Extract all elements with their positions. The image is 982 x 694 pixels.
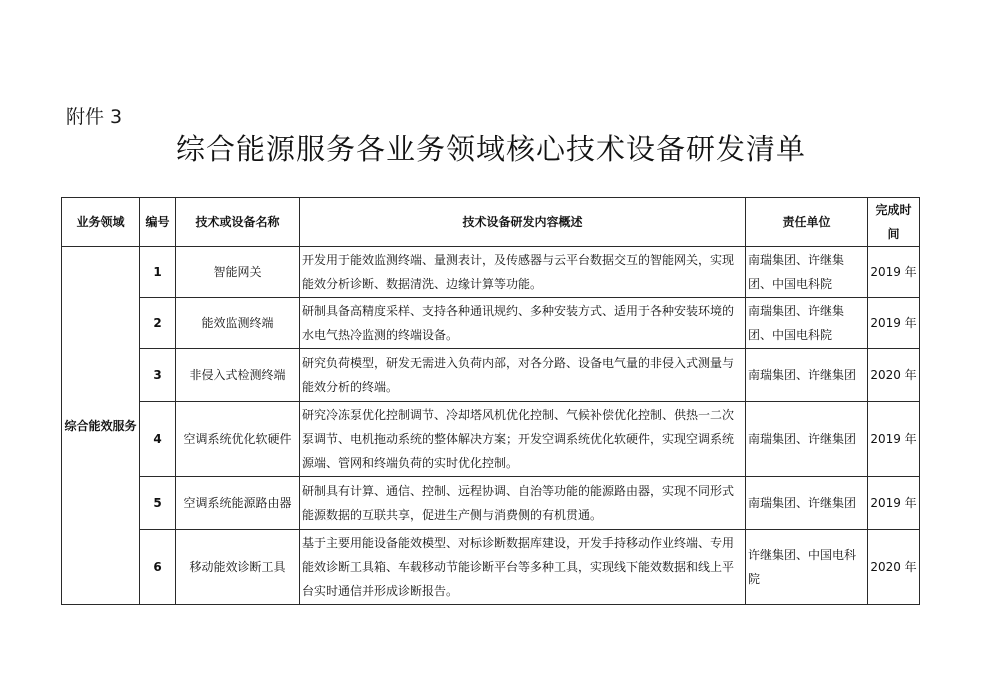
table-row bbox=[62, 402, 920, 477]
attachment-label: 附件 3 bbox=[66, 106, 123, 128]
row-number: 6 bbox=[140, 530, 176, 605]
row-time: 2019 年 bbox=[868, 402, 920, 477]
header-name: 技术或设备名称 bbox=[176, 198, 300, 247]
row-summary: 研究冷冻泵优化控制调节、冷却塔风机优化控制、气候补偿优化控制、供热一二次泵调节、电机拖动系统的整体解决方案；开发空调系统优化软硬件，实现空调系统源端、管网和终端负荷的实时优化控制。 bbox=[300, 402, 746, 477]
row-name: 智能网关 bbox=[176, 247, 300, 298]
rd-list-table bbox=[61, 197, 920, 605]
header-time: 完成时间 bbox=[868, 198, 920, 247]
header-number: 编号 bbox=[140, 198, 176, 247]
row-number: 5 bbox=[140, 477, 176, 530]
row-number: 2 bbox=[140, 298, 176, 349]
row-summary: 研制具备高精度采样、支持各种通讯规约、多种安装方式、适用于各种安装环境的水电气热冷监测的终端设备。 bbox=[300, 298, 746, 349]
table-row bbox=[62, 530, 920, 605]
row-summary: 研制具有计算、通信、控制、远程协调、自治等功能的能源路由器，实现不同形式能源数据的互联共享，促进生产侧与消费侧的有机贯通。 bbox=[300, 477, 746, 530]
row-number: 3 bbox=[140, 349, 176, 402]
row-unit: 南瑞集团、许继集团 bbox=[746, 477, 868, 530]
row-summary: 基于主要用能设备能效模型、对标诊断数据库建设，开发手持移动作业终端、专用能效诊断工具箱、车载移动节能诊断平台等多种工具，实现线下能效数据和线上平台实时通信并形成诊断报告。 bbox=[300, 530, 746, 605]
row-unit: 南瑞集团、许继集团、中国电科院 bbox=[746, 247, 868, 298]
row-time: 2019 年 bbox=[868, 298, 920, 349]
header-unit: 责任单位 bbox=[746, 198, 868, 247]
row-time: 2019 年 bbox=[868, 477, 920, 530]
row-name: 空调系统能源路由器 bbox=[176, 477, 300, 530]
row-name: 非侵入式检测终端 bbox=[176, 349, 300, 402]
row-unit: 南瑞集团、许继集团 bbox=[746, 349, 868, 402]
row-time: 2020 年 bbox=[868, 349, 920, 402]
table-row bbox=[62, 247, 920, 298]
row-time: 2020 年 bbox=[868, 530, 920, 605]
row-time: 2019 年 bbox=[868, 247, 920, 298]
row-name: 能效监测终端 bbox=[176, 298, 300, 349]
row-name: 空调系统优化软硬件 bbox=[176, 402, 300, 477]
row-unit: 许继集团、中国电科院 bbox=[746, 530, 868, 605]
header-summary: 技术设备研发内容概述 bbox=[300, 198, 746, 247]
row-name: 移动能效诊断工具 bbox=[176, 530, 300, 605]
document-title: 综合能源服务各业务领域核心技术设备研发清单 bbox=[175, 132, 806, 166]
row-unit: 南瑞集团、许继集团 bbox=[746, 402, 868, 477]
header-domain: 业务领域 bbox=[62, 198, 140, 247]
table-row bbox=[62, 349, 920, 402]
domain-cell: 综合能效服务 bbox=[62, 247, 140, 605]
row-number: 1 bbox=[140, 247, 176, 298]
row-summary: 研究负荷模型，研发无需进入负荷内部，对各分路、设备电气量的非侵入式测量与能效分析的终端。 bbox=[300, 349, 746, 402]
row-summary: 开发用于能效监测终端、量测表计，及传感器与云平台数据交互的智能网关，实现能效分析诊断、数据清洗、边缘计算等功能。 bbox=[300, 247, 746, 298]
table-row bbox=[62, 298, 920, 349]
row-number: 4 bbox=[140, 402, 176, 477]
row-unit: 南瑞集团、许继集团、中国电科院 bbox=[746, 298, 868, 349]
table-header-row bbox=[62, 198, 920, 247]
table-row bbox=[62, 477, 920, 530]
